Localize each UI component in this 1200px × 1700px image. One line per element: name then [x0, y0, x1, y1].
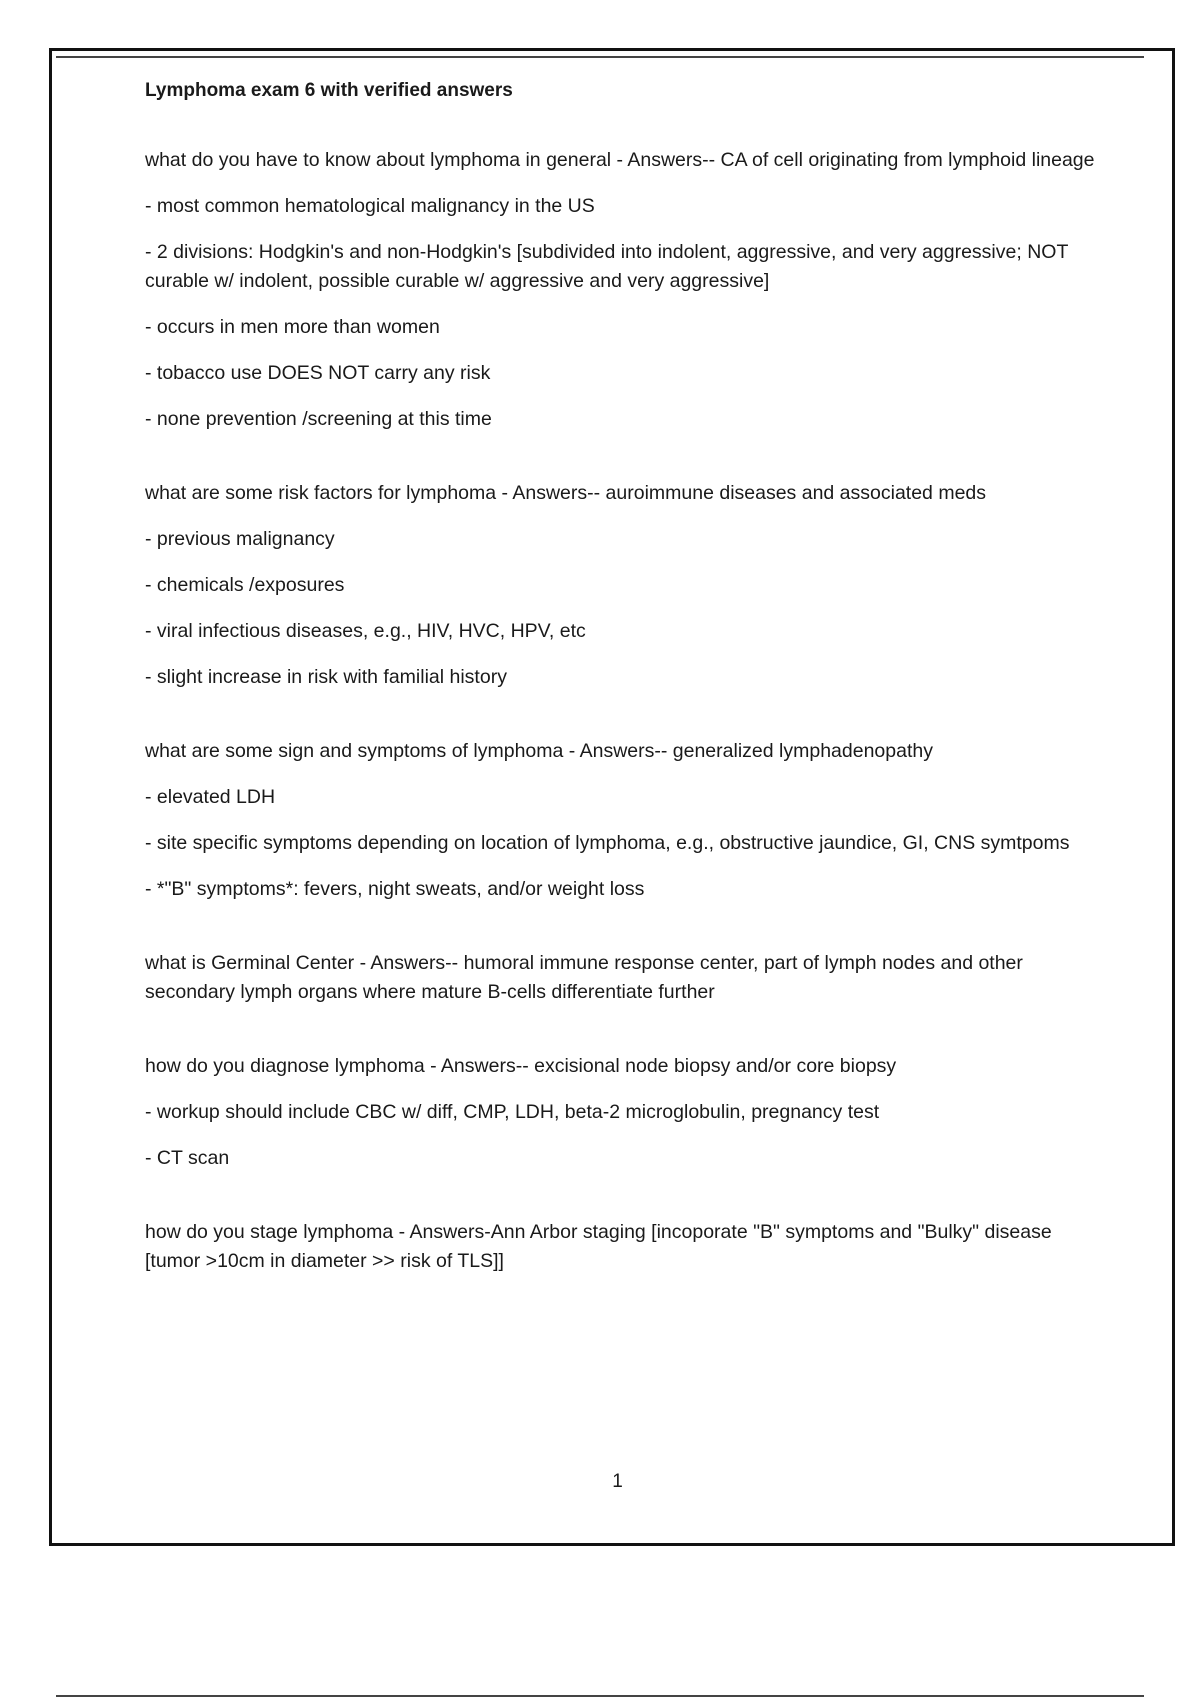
answer-bullet: - occurs in men more than women: [145, 316, 440, 338]
question-answer-line: what are some risk factors for lymphoma - Answers-- auroimmune diseases and associated meds: [145, 482, 987, 504]
answer-bullet: - *"B" symptoms*: fevers, night sweats, and/or weight loss: [145, 878, 645, 900]
qa-item: [145, 949, 1095, 1007]
answer-bullet: - previous malignancy: [145, 528, 335, 550]
document-body: [145, 70, 1095, 1321]
answer-bullet: - tobacco use DOES NOT carry any risk: [145, 362, 491, 384]
qa-item: [145, 737, 1095, 904]
answer-bullet: - viral infectious diseases, e.g., HIV, HVC, HPV, etc: [145, 620, 586, 642]
answer-bullet: - chemicals /exposures: [145, 574, 345, 596]
answer-bullet: - 2 divisions: Hodgkin's and non-Hodgkin's [subdivided into indolent, aggressive, and very aggressive; NOT curable w/ indolent, possible curable w/ aggressive and very aggressive]: [145, 241, 1069, 292]
question-answer-line: what are some sign and symptoms of lymphoma - Answers-- generalized lymphadenopathy: [145, 740, 933, 762]
qa-item: [145, 1052, 1095, 1173]
top-rule: [56, 56, 1144, 58]
question-answer-line: how do you diagnose lymphoma - Answers-- excisional node biopsy and/or core biopsy: [145, 1055, 897, 1077]
answer-bullet: - workup should include CBC w/ diff, CMP, LDH, beta-2 microglobulin, pregnancy test: [145, 1101, 880, 1123]
answer-bullet: - site specific symptoms depending on location of lymphoma, e.g., obstructive jaundice, GI, CNS symtpoms: [145, 832, 1070, 854]
page-number: 1: [612, 1471, 623, 1492]
bottom-rule: [56, 1695, 1144, 1697]
document-title: Lymphoma exam 6 with verified answers: [145, 80, 513, 101]
answer-bullet: - elevated LDH: [145, 786, 276, 808]
answer-bullet: - CT scan: [145, 1147, 230, 1169]
qa-item: [145, 479, 1095, 692]
question-answer-line: what do you have to know about lymphoma in general - Answers-- CA of cell originating from lymphoid lineage: [145, 149, 1095, 171]
qa-item: [145, 1218, 1095, 1276]
qa-item: [145, 146, 1095, 434]
answer-bullet: - most common hematological malignancy in the US: [145, 195, 595, 217]
question-answer-line: what is Germinal Center - Answers-- humoral immune response center, part of lymph nodes and other secondary lymph organs where mature B-cells differentiate further: [145, 952, 1023, 1003]
answer-bullet: - none prevention /screening at this time: [145, 408, 492, 430]
question-answer-line: how do you stage lymphoma - Answers-Ann Arbor staging [incoporate "B" symptoms and "Bulky" disease [tumor >10cm in diameter >> risk of TLS]]: [145, 1221, 1052, 1272]
answer-bullet: - slight increase in risk with familial history: [145, 666, 507, 688]
